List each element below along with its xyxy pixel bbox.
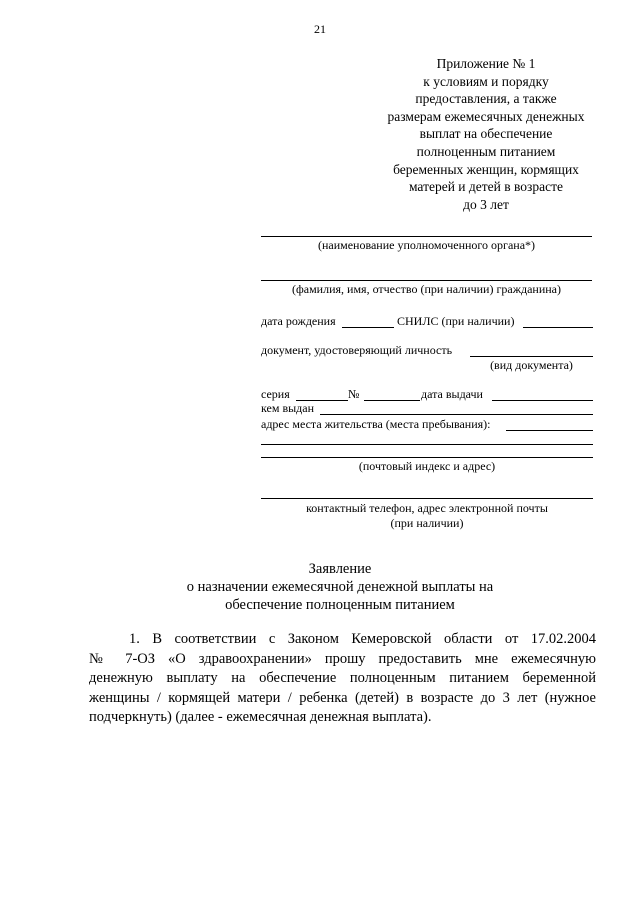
snils-field-line[interactable] [523, 327, 593, 328]
issued-by-field-line[interactable] [320, 414, 593, 415]
address-caption: (почтовый индекс и адрес) [358, 459, 496, 473]
paragraph-line: № 7-ОЗ «О здравоохранении» прошу предоставить мне ежемесячную [89, 650, 596, 667]
id-document-label: документ, удостоверяющий личность [261, 343, 453, 357]
number-label: № [348, 387, 360, 401]
issue-date-label: дата выдачи [421, 387, 483, 401]
contacts-caption: контактный телефон, адрес электронной почты [306, 501, 548, 515]
appendix-line: размерам ежемесячных денежных [387, 108, 585, 124]
statement-title-line: Заявление [308, 561, 372, 577]
contacts-caption-note: (при наличии) [390, 516, 464, 530]
address-field-line-1[interactable] [506, 430, 593, 431]
contacts-field-line[interactable] [261, 498, 593, 499]
statement-title-line: о назначении ежемесячной денежной выплаты на [186, 579, 494, 595]
series-label: серия [261, 387, 290, 401]
doc-type-caption: (вид документа) [490, 358, 573, 372]
appendix-line: полноценным питанием [416, 143, 556, 159]
fio-caption: (фамилия, имя, отчество (при наличии) гражданина) [291, 282, 561, 296]
address-field-line-3[interactable] [261, 457, 593, 458]
statement-title [0, 560, 640, 614]
birth-date-field-line[interactable] [342, 327, 394, 328]
statement-paragraph [89, 630, 596, 728]
appendix-line: к условиям и порядку [423, 73, 549, 89]
snils-label: СНИЛС (при наличии) [397, 314, 515, 328]
authority-caption: (наименование уполномоченного органа*) [317, 238, 536, 252]
authority-field-line[interactable] [261, 236, 592, 237]
appendix-line: предоставления, а также [415, 91, 557, 107]
address-label: адрес места жительства (места пребывания): [261, 417, 491, 431]
birth-date-label: дата рождения [261, 314, 336, 328]
issue-date-field-line[interactable] [492, 400, 593, 401]
issued-by-label: кем выдан [261, 401, 315, 415]
paragraph-line: женщины / кормящей матери / ребенка (детей) в возрасте до 3 лет (нужное [89, 689, 596, 706]
appendix-line: Приложение № 1 [436, 56, 536, 71]
appendix-line: матерей и детей в возрасте [408, 179, 564, 195]
appendix-line: до 3 лет [463, 196, 509, 212]
number-field-line[interactable] [364, 400, 420, 401]
appendix-header [368, 55, 604, 213]
appendix-line: беременных женщин, кормящих [393, 161, 579, 177]
paragraph-line: денежную выплату на обеспечение полноценным питанием беременной [89, 670, 596, 686]
statement-title-line: обеспечение полноценным питанием [225, 597, 455, 613]
paragraph-line: подчеркнуть) (далее - ежемесячная денежная выплата). [89, 709, 432, 725]
fio-field-line[interactable] [261, 280, 592, 281]
page-number: 21 [314, 22, 326, 36]
appendix-line: выплат на обеспечение [419, 126, 553, 142]
id-document-field-line[interactable] [470, 356, 593, 357]
paragraph-line: 1. В соответствии с Законом Кемеровской области от 17.02.2004 [129, 631, 596, 647]
address-field-line-2[interactable] [261, 444, 593, 445]
